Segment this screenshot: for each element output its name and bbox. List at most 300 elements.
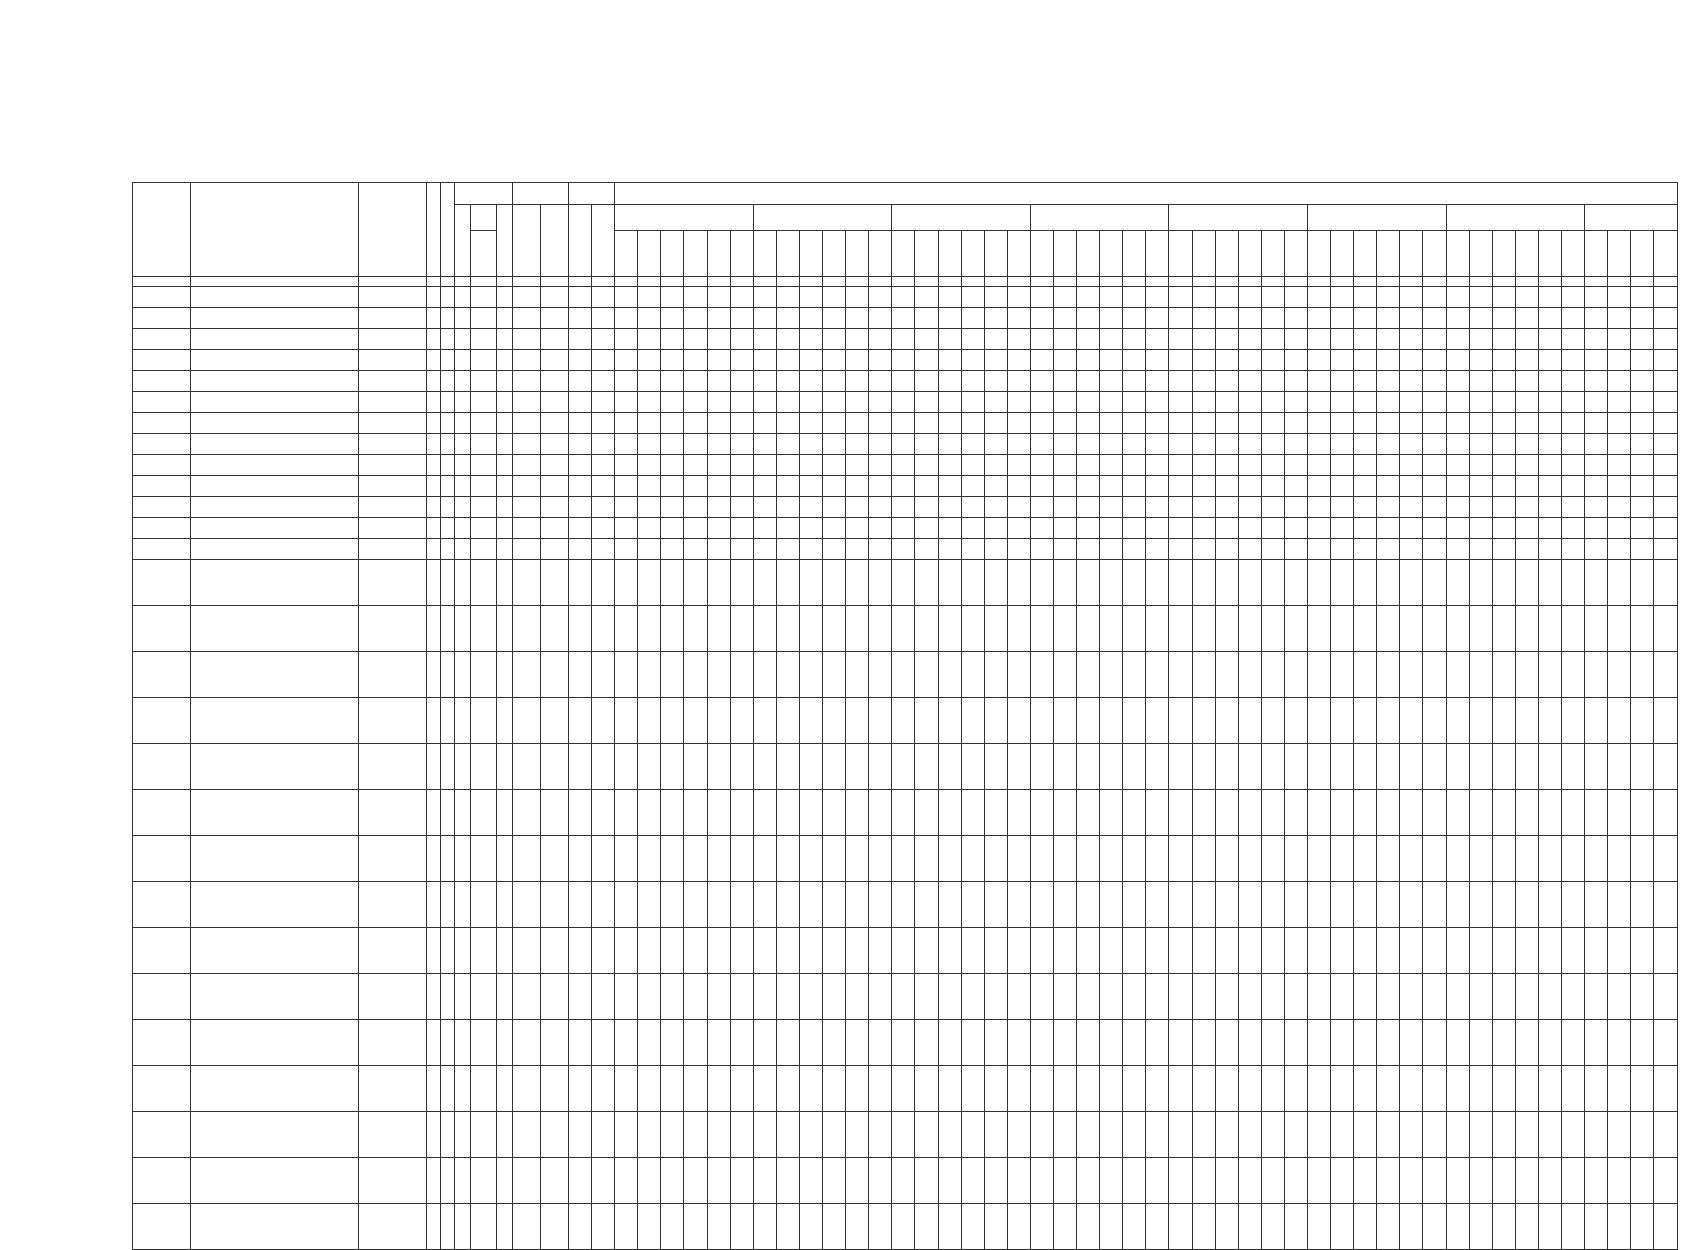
row-value bbox=[592, 350, 615, 371]
row-value bbox=[823, 744, 846, 790]
row-value bbox=[541, 790, 569, 836]
row-value bbox=[1423, 497, 1446, 518]
row-value bbox=[1007, 836, 1030, 882]
row-value bbox=[455, 371, 471, 392]
row-value bbox=[1515, 1204, 1538, 1250]
row-value bbox=[471, 455, 497, 476]
row-value bbox=[846, 1020, 869, 1066]
row-value bbox=[1377, 836, 1400, 882]
row-value bbox=[1469, 476, 1492, 497]
row-value bbox=[569, 287, 592, 308]
row-value bbox=[1608, 1112, 1631, 1158]
column-number bbox=[1100, 277, 1123, 287]
row-identifier bbox=[359, 560, 427, 606]
row-value bbox=[1215, 539, 1238, 560]
row-value bbox=[1331, 371, 1354, 392]
row-value bbox=[984, 1158, 1007, 1204]
row-value bbox=[1400, 1112, 1423, 1158]
row-value bbox=[776, 1020, 799, 1066]
row-value bbox=[961, 882, 984, 928]
row-value bbox=[707, 476, 730, 497]
row-value bbox=[1400, 1158, 1423, 1204]
row-value bbox=[1238, 744, 1261, 790]
row-value bbox=[1446, 882, 1469, 928]
row-value bbox=[1284, 518, 1307, 539]
row-value bbox=[1354, 371, 1377, 392]
row-value bbox=[569, 560, 592, 606]
row-value bbox=[984, 1112, 1007, 1158]
row-value bbox=[938, 539, 961, 560]
row-value bbox=[1261, 606, 1284, 652]
row-value bbox=[1585, 539, 1608, 560]
row-value bbox=[1077, 560, 1100, 606]
row-number bbox=[133, 308, 191, 329]
row-value bbox=[1238, 371, 1261, 392]
row-value bbox=[1354, 1158, 1377, 1204]
row-value bbox=[569, 790, 592, 836]
row-value bbox=[1492, 974, 1515, 1020]
row-value bbox=[1215, 606, 1238, 652]
row-value bbox=[455, 392, 471, 413]
row-value bbox=[1238, 497, 1261, 518]
row-value bbox=[661, 836, 684, 882]
row-name bbox=[191, 413, 359, 434]
row-value bbox=[1238, 1112, 1261, 1158]
row-value bbox=[1077, 790, 1100, 836]
header-column bbox=[961, 231, 984, 277]
row-value bbox=[441, 836, 455, 882]
row-value bbox=[615, 455, 638, 476]
row-value bbox=[1400, 497, 1423, 518]
header-cost-a bbox=[455, 205, 471, 277]
row-value bbox=[1238, 974, 1261, 1020]
header-column bbox=[1123, 231, 1146, 277]
row-value bbox=[1100, 413, 1123, 434]
row-value bbox=[730, 539, 753, 560]
row-value bbox=[823, 455, 846, 476]
row-value bbox=[1215, 698, 1238, 744]
table-row bbox=[133, 413, 1678, 434]
column-number bbox=[869, 277, 892, 287]
row-value bbox=[730, 698, 753, 744]
column-number bbox=[455, 277, 471, 287]
row-value bbox=[1146, 606, 1169, 652]
header-column bbox=[869, 231, 892, 277]
row-value bbox=[441, 1204, 455, 1250]
row-value bbox=[869, 371, 892, 392]
row-value bbox=[799, 392, 822, 413]
row-name bbox=[191, 790, 359, 836]
row-value bbox=[1446, 1066, 1469, 1112]
row-value bbox=[1515, 1066, 1538, 1112]
column-number bbox=[730, 277, 753, 287]
row-value bbox=[615, 1204, 638, 1250]
row-name bbox=[191, 350, 359, 371]
row-value bbox=[1492, 413, 1515, 434]
row-value bbox=[823, 371, 846, 392]
row-value bbox=[869, 392, 892, 413]
row-value bbox=[471, 652, 497, 698]
row-value bbox=[1515, 1020, 1538, 1066]
row-value bbox=[1631, 350, 1654, 371]
row-value bbox=[1654, 928, 1677, 974]
column-number bbox=[776, 277, 799, 287]
row-value bbox=[984, 790, 1007, 836]
row-value bbox=[1423, 308, 1446, 329]
row-value bbox=[569, 698, 592, 744]
column-number bbox=[1562, 277, 1585, 287]
row-value bbox=[799, 434, 822, 455]
row-value bbox=[961, 744, 984, 790]
row-value bbox=[1538, 1204, 1561, 1250]
row-value bbox=[915, 371, 938, 392]
row-value bbox=[1631, 606, 1654, 652]
row-value bbox=[1331, 350, 1354, 371]
row-value bbox=[1215, 652, 1238, 698]
row-value bbox=[497, 606, 513, 652]
row-value bbox=[1308, 434, 1331, 455]
header-column bbox=[846, 231, 869, 277]
header-years-2 bbox=[441, 183, 455, 277]
row-value bbox=[638, 606, 661, 652]
row-value bbox=[1123, 744, 1146, 790]
row-value bbox=[684, 308, 707, 329]
row-value bbox=[471, 974, 497, 1020]
row-value bbox=[892, 1158, 915, 1204]
row-value bbox=[427, 518, 441, 539]
row-value bbox=[892, 1066, 915, 1112]
row-value bbox=[1192, 744, 1215, 790]
row-value bbox=[1169, 1066, 1192, 1112]
row-value bbox=[1100, 455, 1123, 476]
row-value bbox=[1100, 392, 1123, 413]
column-number bbox=[984, 277, 1007, 287]
row-value bbox=[1261, 539, 1284, 560]
row-value bbox=[638, 413, 661, 434]
row-value bbox=[638, 1204, 661, 1250]
document-header bbox=[0, 136, 1698, 144]
row-value bbox=[684, 1020, 707, 1066]
row-value bbox=[455, 698, 471, 744]
row-value bbox=[1585, 371, 1608, 392]
row-value bbox=[730, 744, 753, 790]
row-value bbox=[638, 455, 661, 476]
row-value bbox=[455, 287, 471, 308]
row-value bbox=[1400, 652, 1423, 698]
row-value bbox=[1562, 928, 1585, 974]
row-value bbox=[1585, 928, 1608, 974]
row-value bbox=[1354, 539, 1377, 560]
row-value bbox=[592, 1066, 615, 1112]
row-name bbox=[191, 928, 359, 974]
table-row bbox=[133, 698, 1678, 744]
row-value bbox=[513, 497, 541, 518]
row-value bbox=[1354, 790, 1377, 836]
row-value bbox=[1538, 652, 1561, 698]
row-value bbox=[455, 350, 471, 371]
row-value bbox=[1400, 308, 1423, 329]
row-value bbox=[915, 560, 938, 606]
row-value bbox=[441, 928, 455, 974]
row-value bbox=[892, 882, 915, 928]
row-value bbox=[1146, 790, 1169, 836]
row-value bbox=[1030, 698, 1053, 744]
row-number bbox=[133, 1158, 191, 1204]
row-value bbox=[961, 371, 984, 392]
row-value bbox=[513, 882, 541, 928]
row-value bbox=[1192, 476, 1215, 497]
row-value bbox=[541, 308, 569, 329]
row-value bbox=[615, 350, 638, 371]
row-value bbox=[892, 1204, 915, 1250]
row-value bbox=[513, 928, 541, 974]
row-value bbox=[513, 371, 541, 392]
row-value bbox=[1238, 308, 1261, 329]
row-value bbox=[869, 308, 892, 329]
row-value bbox=[1400, 539, 1423, 560]
row-value bbox=[661, 790, 684, 836]
header-column bbox=[776, 231, 799, 277]
row-number bbox=[133, 1066, 191, 1112]
row-value bbox=[441, 371, 455, 392]
row-value bbox=[427, 882, 441, 928]
row-value bbox=[684, 413, 707, 434]
row-name bbox=[191, 434, 359, 455]
row-value bbox=[569, 350, 592, 371]
header-column bbox=[1654, 231, 1677, 277]
row-value bbox=[938, 329, 961, 350]
row-value bbox=[1192, 836, 1215, 882]
row-value bbox=[1308, 1112, 1331, 1158]
row-value bbox=[1261, 308, 1284, 329]
row-value bbox=[592, 882, 615, 928]
column-number bbox=[592, 277, 615, 287]
row-value bbox=[1215, 882, 1238, 928]
row-value bbox=[1538, 1158, 1561, 1204]
row-value bbox=[1608, 287, 1631, 308]
row-value bbox=[753, 790, 776, 836]
row-value bbox=[846, 1066, 869, 1112]
row-value bbox=[753, 287, 776, 308]
row-value bbox=[1030, 329, 1053, 350]
row-value bbox=[915, 606, 938, 652]
row-value bbox=[1238, 539, 1261, 560]
header-column bbox=[1469, 231, 1492, 277]
row-value bbox=[497, 836, 513, 882]
row-value bbox=[1308, 836, 1331, 882]
row-value bbox=[1284, 1112, 1307, 1158]
row-value bbox=[799, 836, 822, 882]
header-column bbox=[1446, 231, 1469, 277]
row-value bbox=[455, 497, 471, 518]
row-value bbox=[1146, 1066, 1169, 1112]
row-identifier bbox=[359, 518, 427, 539]
row-value bbox=[541, 1020, 569, 1066]
row-value bbox=[1077, 1158, 1100, 1204]
row-value bbox=[1331, 413, 1354, 434]
row-value bbox=[1354, 434, 1377, 455]
row-value bbox=[730, 413, 753, 434]
row-value bbox=[1238, 560, 1261, 606]
row-value bbox=[615, 329, 638, 350]
row-value bbox=[1077, 392, 1100, 413]
row-value bbox=[541, 698, 569, 744]
row-value bbox=[1030, 928, 1053, 974]
row-value bbox=[1007, 329, 1030, 350]
row-value bbox=[846, 1204, 869, 1250]
row-value bbox=[1377, 476, 1400, 497]
row-value bbox=[1146, 1204, 1169, 1250]
column-number bbox=[471, 277, 497, 287]
row-value bbox=[497, 974, 513, 1020]
row-value bbox=[569, 455, 592, 476]
row-value bbox=[1608, 1020, 1631, 1066]
row-value bbox=[1007, 371, 1030, 392]
row-value bbox=[823, 606, 846, 652]
row-value bbox=[1562, 497, 1585, 518]
row-value bbox=[892, 392, 915, 413]
row-value bbox=[730, 606, 753, 652]
row-value bbox=[638, 744, 661, 790]
row-value bbox=[1146, 287, 1169, 308]
column-number bbox=[1377, 277, 1400, 287]
row-value bbox=[984, 455, 1007, 476]
row-value bbox=[1538, 928, 1561, 974]
row-value bbox=[730, 974, 753, 1020]
row-value bbox=[471, 928, 497, 974]
row-value bbox=[1100, 698, 1123, 744]
row-value bbox=[1354, 1020, 1377, 1066]
row-value bbox=[823, 836, 846, 882]
row-value bbox=[638, 882, 661, 928]
row-value bbox=[961, 350, 984, 371]
row-value bbox=[1192, 1158, 1215, 1204]
row-value bbox=[869, 329, 892, 350]
row-value bbox=[1053, 329, 1076, 350]
header-cost-c bbox=[497, 205, 513, 277]
row-value bbox=[661, 1066, 684, 1112]
row-value bbox=[541, 652, 569, 698]
row-value bbox=[961, 1066, 984, 1112]
row-value bbox=[869, 790, 892, 836]
row-value bbox=[1169, 476, 1192, 497]
row-value bbox=[1030, 308, 1053, 329]
row-value bbox=[1192, 413, 1215, 434]
row-value bbox=[638, 652, 661, 698]
row-value bbox=[1515, 350, 1538, 371]
row-value bbox=[1077, 350, 1100, 371]
row-value bbox=[1007, 350, 1030, 371]
row-value bbox=[592, 698, 615, 744]
row-value bbox=[1562, 836, 1585, 882]
row-value bbox=[1469, 1158, 1492, 1204]
row-value bbox=[892, 476, 915, 497]
row-value bbox=[1562, 606, 1585, 652]
row-value bbox=[1515, 652, 1538, 698]
row-value bbox=[1308, 698, 1331, 744]
row-value bbox=[1053, 1020, 1076, 1066]
row-value bbox=[1492, 455, 1515, 476]
row-value bbox=[707, 790, 730, 836]
row-identifier bbox=[359, 539, 427, 560]
row-number bbox=[133, 928, 191, 974]
row-value bbox=[1123, 476, 1146, 497]
row-value bbox=[541, 392, 569, 413]
row-value bbox=[984, 836, 1007, 882]
row-value bbox=[1261, 287, 1284, 308]
row-value bbox=[961, 455, 984, 476]
column-number bbox=[133, 277, 191, 287]
row-value bbox=[1261, 371, 1284, 392]
row-value bbox=[869, 350, 892, 371]
row-value bbox=[513, 392, 541, 413]
row-value bbox=[984, 882, 1007, 928]
row-value bbox=[513, 836, 541, 882]
row-value bbox=[1308, 413, 1331, 434]
column-number bbox=[823, 277, 846, 287]
row-value bbox=[1146, 497, 1169, 518]
row-name bbox=[191, 560, 359, 606]
row-value bbox=[569, 518, 592, 539]
row-value bbox=[1169, 539, 1192, 560]
row-value bbox=[1331, 497, 1354, 518]
row-value bbox=[1169, 560, 1192, 606]
table-row bbox=[133, 974, 1678, 1020]
row-value bbox=[427, 1020, 441, 1066]
row-value bbox=[1007, 518, 1030, 539]
row-value bbox=[1100, 928, 1123, 974]
header-plan-sub bbox=[471, 231, 497, 277]
row-value bbox=[938, 392, 961, 413]
row-value bbox=[497, 560, 513, 606]
row-value bbox=[753, 455, 776, 476]
row-name bbox=[191, 974, 359, 1020]
row-value bbox=[1492, 476, 1515, 497]
row-value bbox=[1192, 392, 1215, 413]
row-value bbox=[1469, 974, 1492, 1020]
row-value bbox=[1492, 392, 1515, 413]
row-value bbox=[455, 1020, 471, 1066]
row-value bbox=[427, 350, 441, 371]
row-value bbox=[892, 744, 915, 790]
row-value bbox=[1007, 606, 1030, 652]
row-value bbox=[1400, 560, 1423, 606]
row-value bbox=[1377, 392, 1400, 413]
row-value bbox=[1377, 497, 1400, 518]
row-number bbox=[133, 744, 191, 790]
row-value bbox=[638, 836, 661, 882]
row-number bbox=[133, 455, 191, 476]
row-value bbox=[615, 974, 638, 1020]
row-value bbox=[938, 606, 961, 652]
row-value bbox=[1354, 455, 1377, 476]
row-value bbox=[823, 497, 846, 518]
header-column bbox=[1146, 231, 1169, 277]
row-value bbox=[730, 308, 753, 329]
row-value bbox=[684, 392, 707, 413]
row-value bbox=[1284, 371, 1307, 392]
row-value bbox=[1654, 974, 1677, 1020]
row-value bbox=[1123, 1204, 1146, 1250]
row-name bbox=[191, 287, 359, 308]
row-value bbox=[892, 606, 915, 652]
row-number bbox=[133, 652, 191, 698]
row-value bbox=[1123, 1066, 1146, 1112]
row-value bbox=[541, 350, 569, 371]
row-value bbox=[1261, 836, 1284, 882]
row-value bbox=[1492, 497, 1515, 518]
row-value bbox=[961, 539, 984, 560]
